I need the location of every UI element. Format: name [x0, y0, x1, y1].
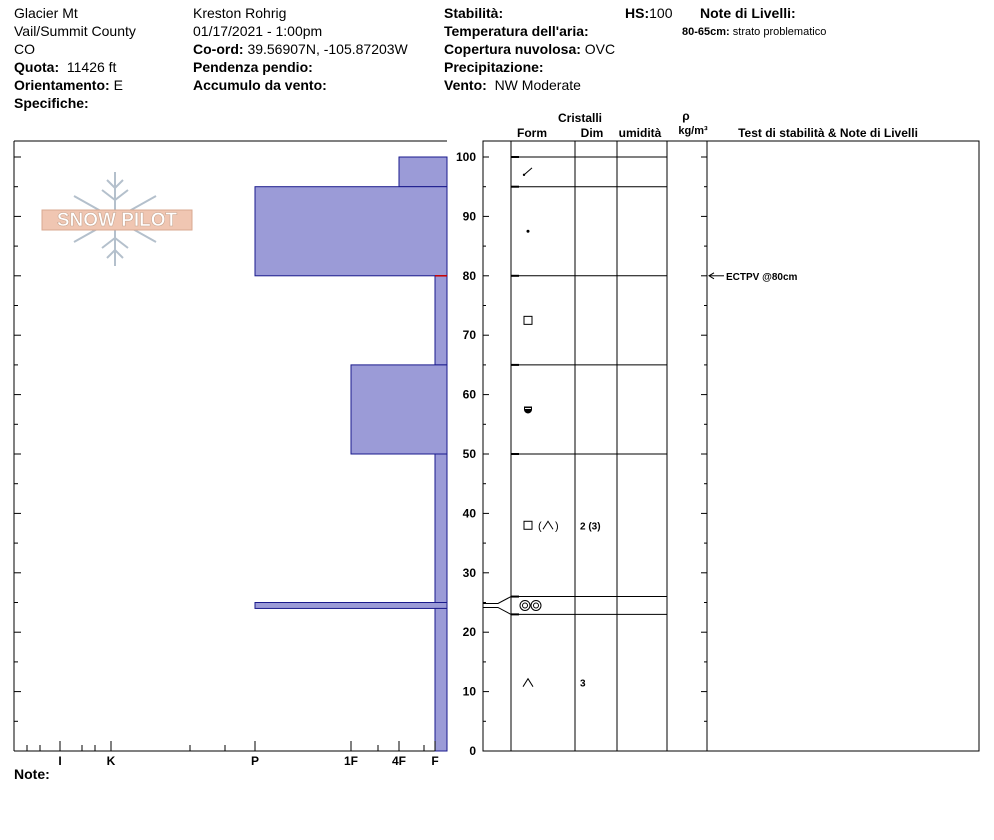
coord-value: 39.56907N, -105.87203W	[247, 41, 408, 57]
observation-datetime: 01/17/2021 - 1:00pm	[193, 23, 323, 39]
specifics-label: Specifiche:	[14, 95, 89, 111]
slope-label: Pendenza pendio:	[193, 59, 313, 75]
thin-layer-connector	[483, 607, 511, 614]
grain-size-label: 2 (3)	[580, 521, 601, 533]
hs-label: HS:	[625, 5, 650, 21]
thin-layer-connector	[483, 597, 511, 604]
hardness-tick-label: F	[431, 754, 439, 768]
snowpilot-logo	[42, 172, 192, 266]
hardness-bar	[435, 454, 447, 603]
form-header: Form	[517, 126, 547, 140]
precip-label: Precipitazione:	[444, 59, 544, 75]
melt-forms-icon	[520, 600, 541, 610]
region-name: Vail/Summit County	[14, 23, 136, 39]
hardness-tick-label: P	[250, 754, 260, 768]
ring	[520, 600, 530, 610]
layer-notes-label: Note di Livelli:	[700, 5, 796, 21]
depth-hoar-icon	[523, 679, 533, 687]
grain-size-label: 3	[580, 678, 586, 690]
depth-tick-label: 10	[462, 684, 476, 699]
location-name: Glacier Mt	[14, 5, 78, 21]
test-label: ECTPV @80cm	[726, 271, 798, 283]
hardness-bar	[351, 365, 447, 454]
sky-label: Copertura nuvolosa:	[444, 41, 581, 57]
depth-tick-label: 80	[462, 268, 476, 283]
stroke	[524, 168, 532, 175]
elevation-label: Quota:	[14, 59, 60, 75]
rho-header: ρ	[682, 109, 690, 123]
hardness-tick-label: I	[58, 754, 62, 768]
crystals-header: Cristalli	[557, 111, 603, 125]
hardness-bar	[435, 276, 447, 365]
square	[524, 521, 532, 529]
hardness-bar	[399, 157, 447, 187]
stability-label: Stabilità:	[444, 5, 504, 21]
depth-tick-label: 20	[462, 625, 476, 640]
coord-label: Co-ord:	[193, 41, 244, 57]
caret	[543, 521, 553, 529]
layer-note-range: 80-65cm:	[682, 26, 730, 38]
state-name: CO	[14, 41, 35, 57]
depth-tick-label: 50	[462, 447, 476, 461]
paren-open: (	[538, 520, 542, 533]
paren-close: )	[555, 520, 559, 533]
dot-icon	[527, 230, 530, 233]
notes-label: Note:	[14, 766, 50, 782]
observer-name: Kreston Rohrig	[193, 5, 287, 21]
depth-tick-label: 60	[462, 387, 476, 402]
logo-text: SNOW PILOT	[56, 210, 178, 231]
hardness-bar	[255, 603, 447, 609]
depth-tick-label: 0	[469, 744, 476, 758]
square-facet-icon	[524, 520, 559, 532]
ring-inner	[534, 603, 539, 608]
aspect-value: E	[113, 77, 123, 93]
layer-note-text: strato problematico	[732, 26, 827, 38]
hardness-tick-label: 1F	[343, 754, 359, 768]
ring-inner	[523, 603, 528, 608]
hardness-bar	[255, 187, 447, 276]
square	[524, 316, 532, 324]
aspect-label: Orientamento:	[14, 77, 110, 93]
wind-label: Vento:	[444, 77, 487, 93]
elevation-value: 11426 ft	[66, 59, 117, 75]
square-icon	[524, 316, 532, 324]
hardness-bars	[255, 157, 447, 751]
tests-header: Test di stabilità & Note di Livelli	[738, 126, 918, 140]
hardness-y-ticks	[14, 157, 21, 751]
hardness-tick-label: 4F	[391, 754, 407, 768]
depth-tick-label: 40	[462, 506, 476, 521]
depth-tick-label: 100	[455, 150, 476, 164]
size-header: Dim	[580, 126, 604, 140]
hardness-tick-label: K	[106, 754, 116, 768]
caret	[523, 679, 533, 687]
hardness-bar	[435, 608, 447, 751]
moisture-header: umidità	[618, 126, 662, 140]
hs-value: 100	[649, 5, 673, 21]
dot	[523, 174, 525, 176]
precip-particles-icon	[523, 168, 532, 176]
ring	[531, 600, 541, 610]
grain-forms	[520, 168, 601, 690]
depth-tick-label: 30	[462, 565, 476, 580]
depth-tick-label: 70	[462, 328, 476, 343]
wind-value: NW Moderate	[494, 77, 581, 93]
cup-icon	[524, 406, 532, 413]
density-unit-header: kg/m³	[678, 125, 708, 137]
profile-frame	[483, 141, 979, 751]
dot	[527, 230, 530, 233]
stability-tests	[709, 272, 798, 283]
sky-value: OVC	[584, 41, 616, 57]
cup-shape	[524, 406, 532, 413]
depth-tick-label: 90	[462, 209, 476, 224]
hardness-x-ticks	[27, 741, 439, 768]
wind-loading-label: Accumulo da vento:	[193, 77, 327, 93]
air-temp-label: Temperatura dell'aria:	[444, 23, 589, 39]
